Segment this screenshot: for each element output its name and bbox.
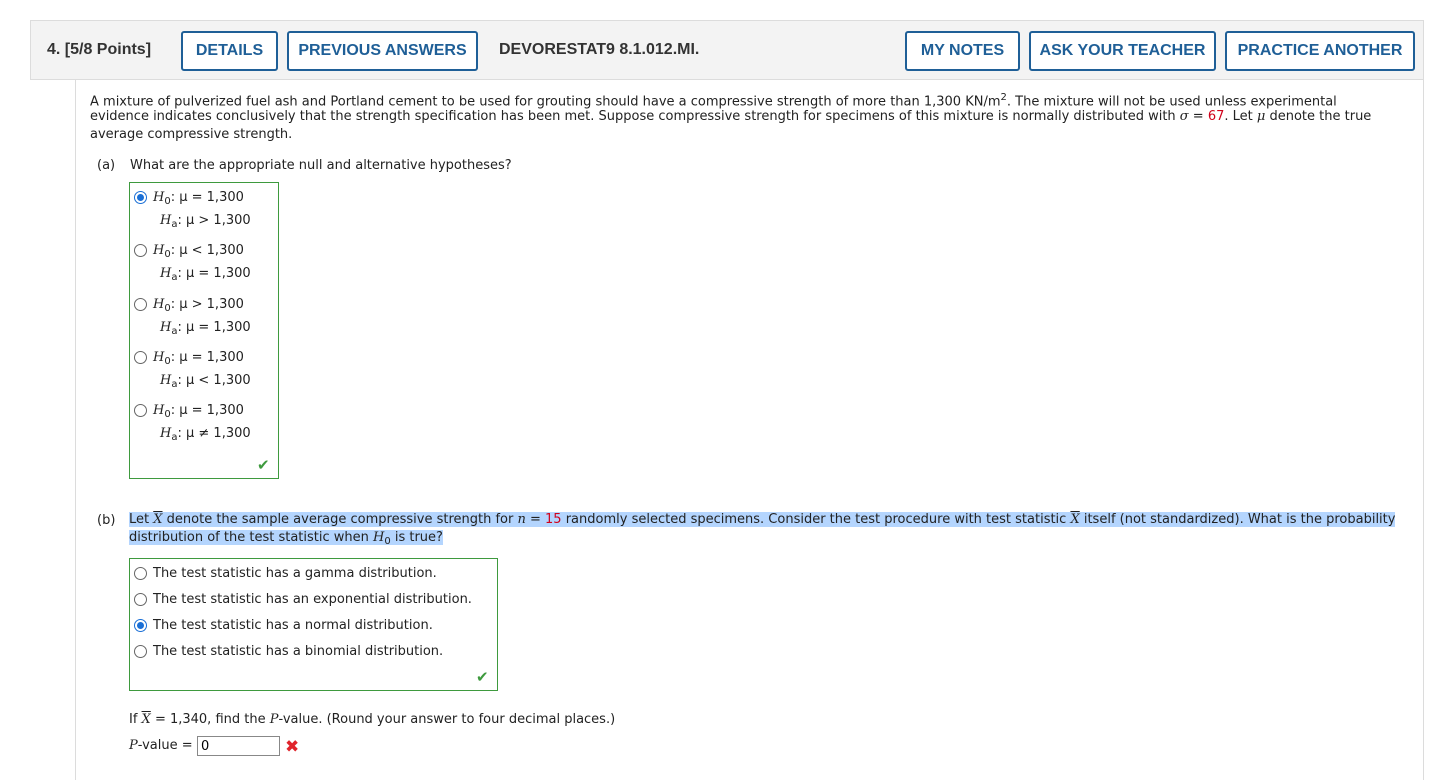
distribution-radio-4[interactable]: [134, 645, 147, 658]
pvalue-label: P-value =: [129, 738, 193, 753]
hypothesis-ha-3: $H_a$: μ = 1,300: [160, 320, 251, 337]
distribution-option-label: The test statistic has a binomial distribution.: [153, 644, 444, 659]
practice-another-button[interactable]: PRACTICE ANOTHER: [1225, 31, 1415, 71]
hypothesis-ha-2: $H_a$: μ = 1,300: [160, 266, 251, 283]
part-b-label: (b): [97, 513, 116, 528]
part-b-question-line-2: distribution of the test statistic when $H_0$ is true?: [129, 530, 443, 547]
problem-line-2: evidence indicates conclusively that the strength specification has been met. Suppose compressive strength for specimens of this mixture is normally distributed with σ = 67. Let μ denote the true: [90, 109, 1372, 124]
hypothesis-h0-2: $H_0$: μ < 1,300: [153, 243, 244, 260]
hypothesis-h0-1: $H_0$: μ = 1,300: [153, 190, 244, 207]
ask-teacher-button[interactable]: ASK YOUR TEACHER: [1029, 31, 1216, 71]
distribution-option-label: The test statistic has a gamma distribution.: [153, 566, 437, 581]
sigma-value: 67: [1207, 109, 1225, 124]
hypothesis-radio-4[interactable]: [134, 351, 147, 364]
distribution-radio-1[interactable]: [134, 567, 147, 580]
problem-line-3: average compressive strength.: [90, 127, 293, 142]
hypothesis-h0-3: $H_0$: μ > 1,300: [153, 297, 244, 314]
part-a-label: (a): [97, 158, 116, 173]
hypothesis-h0-5: $H_0$: μ = 1,300: [153, 403, 244, 420]
previous-answers-button[interactable]: PREVIOUS ANSWERS: [287, 31, 478, 71]
pvalue-question: If $\overline{X} = 1,340$, find the P-value. (Round your answer to four decimal places.): [129, 712, 616, 727]
question-number: 4. [5/8 Points]: [47, 41, 152, 58]
xbar-symbol: $\overline{X}$: [153, 512, 163, 527]
hypothesis-ha-1: $H_a$: μ > 1,300: [160, 213, 251, 230]
check-icon: ✔: [257, 456, 270, 474]
hypothesis-ha-4: $H_a$: μ < 1,300: [160, 373, 251, 390]
cross-icon: ✖: [285, 737, 300, 757]
hypothesis-h0-4: $H_0$: μ = 1,300: [153, 350, 244, 367]
pvalue-input[interactable]: [197, 736, 280, 756]
question-header: [30, 20, 1424, 80]
distribution-radio-3[interactable]: [134, 619, 147, 632]
part-a-question: What are the appropriate null and alternative hypotheses?: [130, 158, 512, 173]
hypothesis-radio-5[interactable]: [134, 404, 147, 417]
hypothesis-radio-3[interactable]: [134, 298, 147, 311]
check-icon: ✔: [476, 668, 489, 686]
question-id: DEVORESTAT9 8.1.012.MI.: [499, 41, 700, 58]
hypothesis-radio-2[interactable]: [134, 244, 147, 257]
distribution-option-label: The test statistic has a normal distribution.: [153, 618, 433, 633]
n-value: 15: [545, 512, 562, 527]
distribution-radio-2[interactable]: [134, 593, 147, 606]
problem-line-1: A mixture of pulverized fuel ash and Portland cement to be used for grouting should have a compressive strength of more than 1,300 $KN/m^2$. The mixture will not be used unless experimental: [90, 92, 1337, 110]
my-notes-button[interactable]: MY NOTES: [905, 31, 1020, 71]
hypothesis-radio-1[interactable]: [134, 191, 147, 204]
details-button[interactable]: DETAILS: [181, 31, 278, 71]
hypothesis-ha-5: $H_a$: μ ≠ 1,300: [160, 426, 251, 443]
part-b-question-line-1: Let $\overline{X}$ denote the sample average compressive strength for n = 15 randomly selected specimens. Consider the test procedure with test statistic $\overline{X}$ itself (not standardized). What is the probability: [129, 512, 1396, 527]
distribution-option-label: The test statistic has an exponential distribution.: [153, 592, 472, 607]
